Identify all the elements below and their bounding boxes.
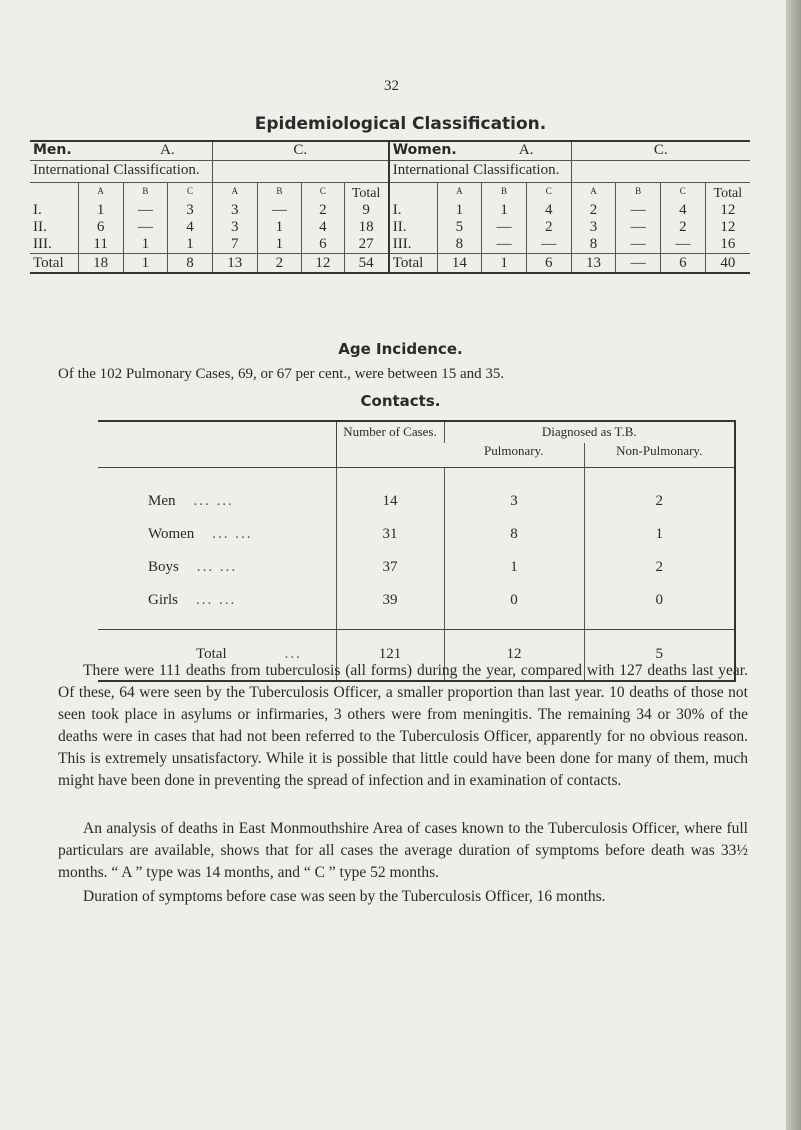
col-pulmonary: Pulmonary. xyxy=(484,443,544,458)
table-row: Girls ... ... 39 0 0 xyxy=(98,584,735,617)
men-a-label: A. xyxy=(123,141,212,161)
epidemiological-table xyxy=(30,140,750,274)
table-row: I. 1 — 3 3 — 2 9 I. 1 1 4 2 — 4 12 xyxy=(30,202,750,219)
women-intl-class: International Classification. xyxy=(389,161,571,183)
women-label: Women. xyxy=(389,141,482,161)
total-row: Total ... 121 12 5 xyxy=(98,629,735,681)
column-letters: A B C A B C Total A B C A B C Total xyxy=(30,183,750,203)
table-row: Men ... ... 14 3 2 xyxy=(98,485,735,518)
men-c-label: C. xyxy=(212,141,388,161)
age-incidence-text: Of the 102 Pulmonary Cases, 69, or 67 per cent., were between 15 and 35. xyxy=(58,366,505,382)
page-edge xyxy=(786,0,801,1130)
paragraph-analysis: An analysis of deaths in East Monmouthshire Area of cases known to the Tuberculosis Officer, where full particulars are available, shows that for all cases the average duration of symptoms before death was 33½ months. “ A ” type was 14 months, and “ C ” type 52 months. xyxy=(58,820,748,881)
women-c-label: C. xyxy=(571,141,750,161)
col-diagnosed: Diagnosed as T.B. xyxy=(444,421,735,443)
col-number-of-cases: Number of Cases. xyxy=(336,421,444,467)
total-row: Total 18 1 8 13 2 12 54 Total 14 1 6 13 — 6 40 xyxy=(30,254,750,274)
age-incidence-heading: Age Incidence. xyxy=(338,340,463,358)
table-row: Women ... ... 31 8 1 xyxy=(98,518,735,551)
page-number: 32 xyxy=(384,78,399,94)
men-label: Men. xyxy=(30,141,123,161)
table-row: Boys ... ... 37 1 2 xyxy=(98,551,735,584)
epidemiological-heading: Epidemiological Classification. xyxy=(254,114,547,134)
table-row: III. 11 1 1 7 1 6 27 III. 8 — — 8 — — 16 xyxy=(30,236,750,254)
men-intl-class: International Classification. xyxy=(30,161,212,183)
women-a-label: A. xyxy=(482,141,571,161)
table-row: II. 6 — 4 3 1 4 18 II. 5 — 2 3 — 2 12 xyxy=(30,219,750,236)
contacts-table xyxy=(98,420,736,682)
paragraph-deaths: There were 111 deaths from tuberculosis (all forms) during the year, compared with 127 deaths last year. Of these, 64 were seen by the Tuberculosis Officer, a smaller proportion than last year. 10 deaths of those not seen took place in asylums or infirmaries, 3 others were from meningitis. The remaining 34 or 30% of the deaths were in cases that had not been referred to the Tuberculosis Officer, apparently for no obvious reason. This is extremely unsatisfactory. While it is possible that little could have been done for many of them, much might have been done in preventing the spread of infection and in examination of contacts. xyxy=(58,662,748,789)
paragraph-duration: Duration of symptoms before case was seen by the Tuberculosis Officer, 16 months. xyxy=(83,888,606,905)
col-non-pulmonary: Non-Pulmonary. xyxy=(584,443,735,467)
contacts-heading: Contacts. xyxy=(360,392,441,410)
